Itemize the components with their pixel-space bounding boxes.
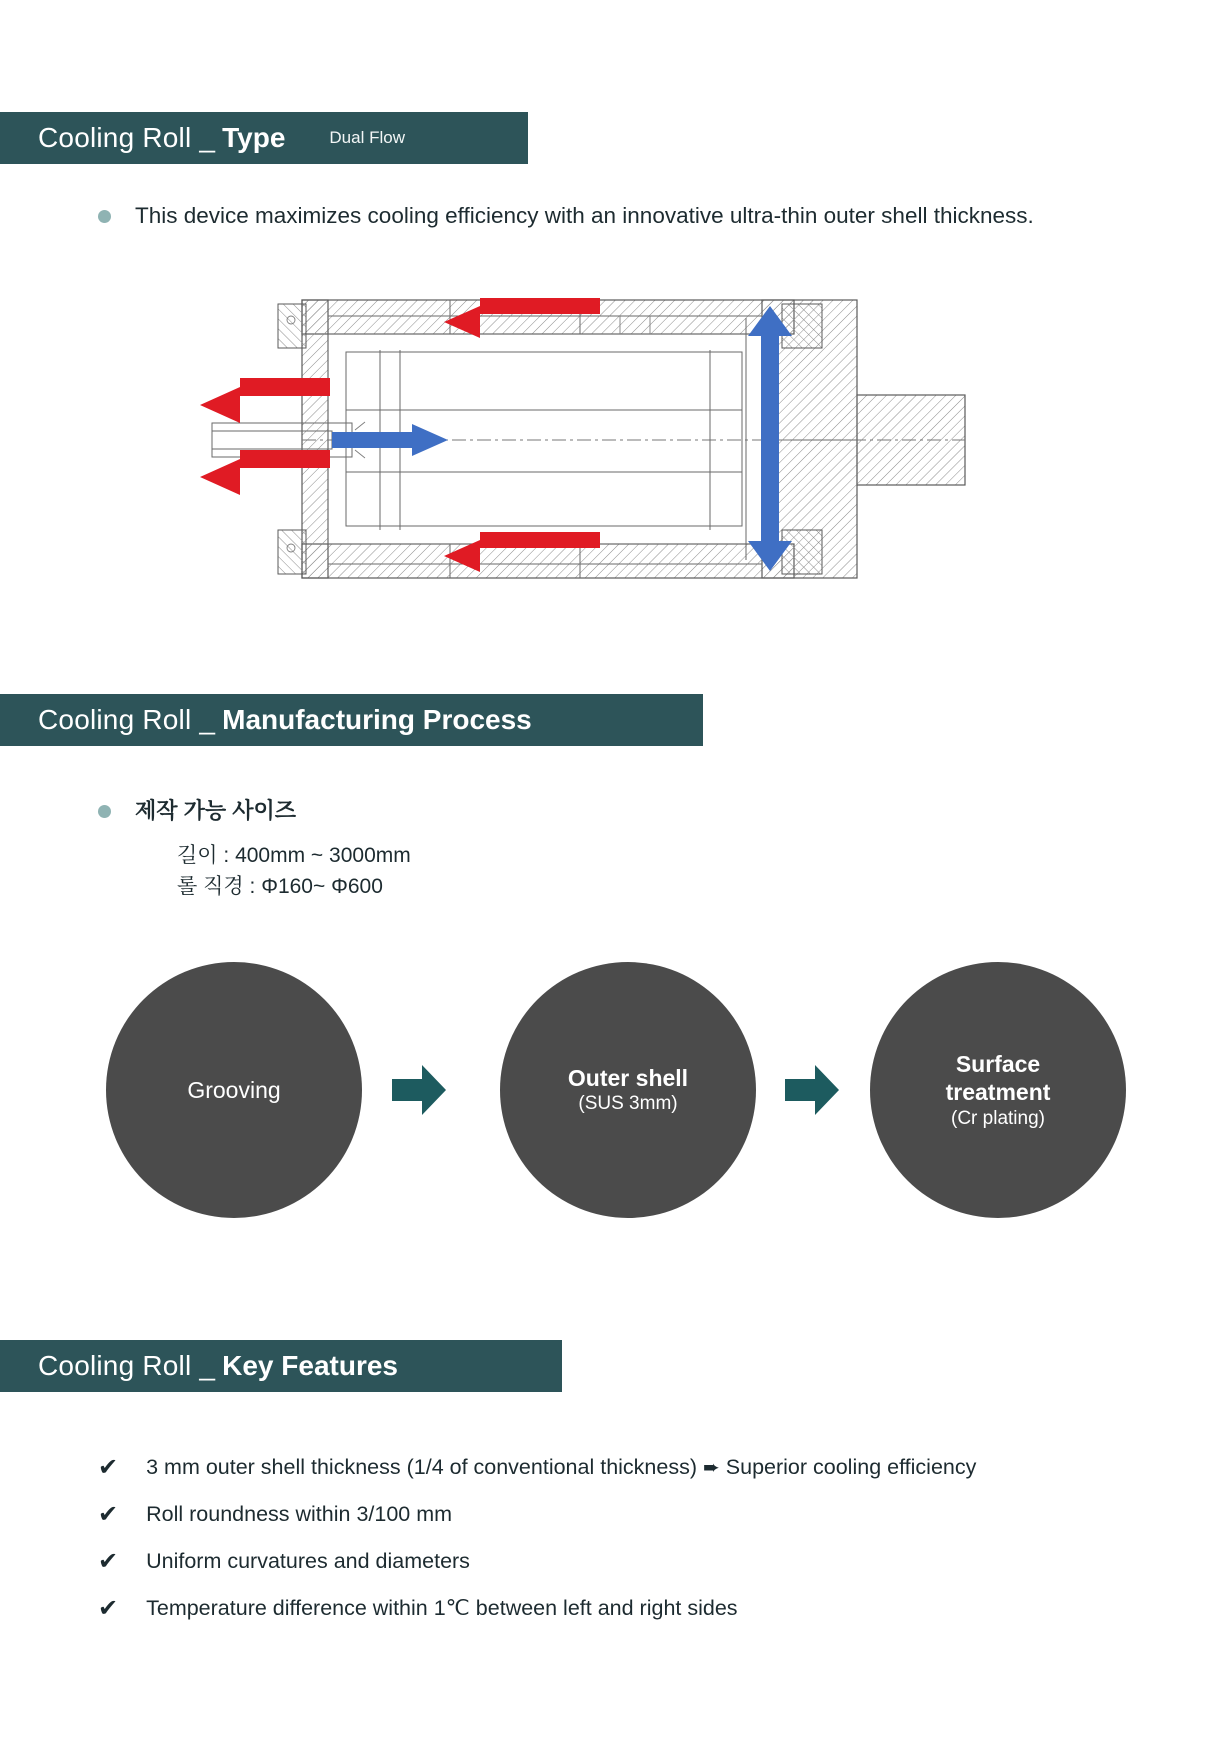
bullet-dot-icon	[98, 805, 111, 818]
feature-text: 3 mm outer shell thickness (1/4 of conventional thickness)	[146, 1455, 698, 1479]
process-step-2-sublabel: (SUS 3mm)	[578, 1093, 678, 1115]
size-diameter-line: 롤 직경 : Φ160~ Φ600	[177, 875, 383, 898]
arrow-right-icon: ➨	[703, 1457, 720, 1479]
section-title-light-process: Cooling Roll _	[38, 704, 216, 735]
process-step-surface-treatment	[870, 962, 1126, 1218]
inlet-flow-arrow	[332, 306, 792, 571]
check-icon: ✔	[98, 1548, 119, 1575]
process-step-grooving	[106, 962, 362, 1218]
section-header-type	[0, 112, 528, 164]
process-step-2-label: Outer shell	[567, 1064, 689, 1091]
check-icon: ✔	[98, 1595, 119, 1622]
process-arrow-icon	[390, 1063, 448, 1117]
process-step-3-label-2: treatment	[945, 1079, 1051, 1106]
section-subtitle-type: Dual Flow	[329, 128, 405, 147]
feature-item	[98, 1596, 738, 1621]
bullet-dot-icon	[98, 210, 111, 223]
feature-text: Uniform curvatures and diameters	[146, 1549, 470, 1573]
process-step-outer-shell	[500, 962, 756, 1218]
process-step-1-label: Grooving	[187, 1076, 281, 1103]
section-title-light-type: Cooling Roll _	[38, 122, 216, 153]
feature-text-suffix: Superior cooling efficiency	[725, 1455, 977, 1479]
process-step-3-label: Surface	[955, 1050, 1041, 1077]
feature-item	[98, 1502, 452, 1527]
process-step-3-sublabel: (Cr plating)	[951, 1107, 1045, 1129]
check-icon: ✔	[98, 1454, 119, 1481]
size-length-line: 길이 : 400mm ~ 3000mm	[177, 844, 411, 867]
process-arrow-icon	[783, 1063, 841, 1117]
section-header-key-features	[0, 1340, 562, 1392]
section-title-strong-process: Manufacturing Process	[222, 704, 532, 735]
section-header-process	[0, 694, 703, 746]
feature-item	[98, 1455, 976, 1480]
intro-bullet-row	[98, 200, 1058, 231]
feature-item	[98, 1549, 470, 1574]
section-title-strong-key: Key Features	[222, 1350, 398, 1381]
size-bullet-row	[98, 795, 296, 826]
feature-text: Temperature difference within 1℃ between left and right sides	[146, 1596, 738, 1620]
intro-bullet-text: This device maximizes cooling efficiency with an innovative ultra-thin outer shell thickness.	[135, 203, 1034, 228]
check-icon: ✔	[98, 1501, 119, 1528]
size-spec-block	[177, 840, 411, 902]
section-title-strong-type: Type	[222, 122, 286, 153]
section-title-light-key: Cooling Roll _	[38, 1350, 216, 1381]
feature-text: Roll roundness within 3/100 mm	[146, 1502, 453, 1526]
cooling-roll-diagram	[150, 290, 980, 590]
size-bullet-title: 제작 가능 사이즈	[135, 798, 296, 823]
